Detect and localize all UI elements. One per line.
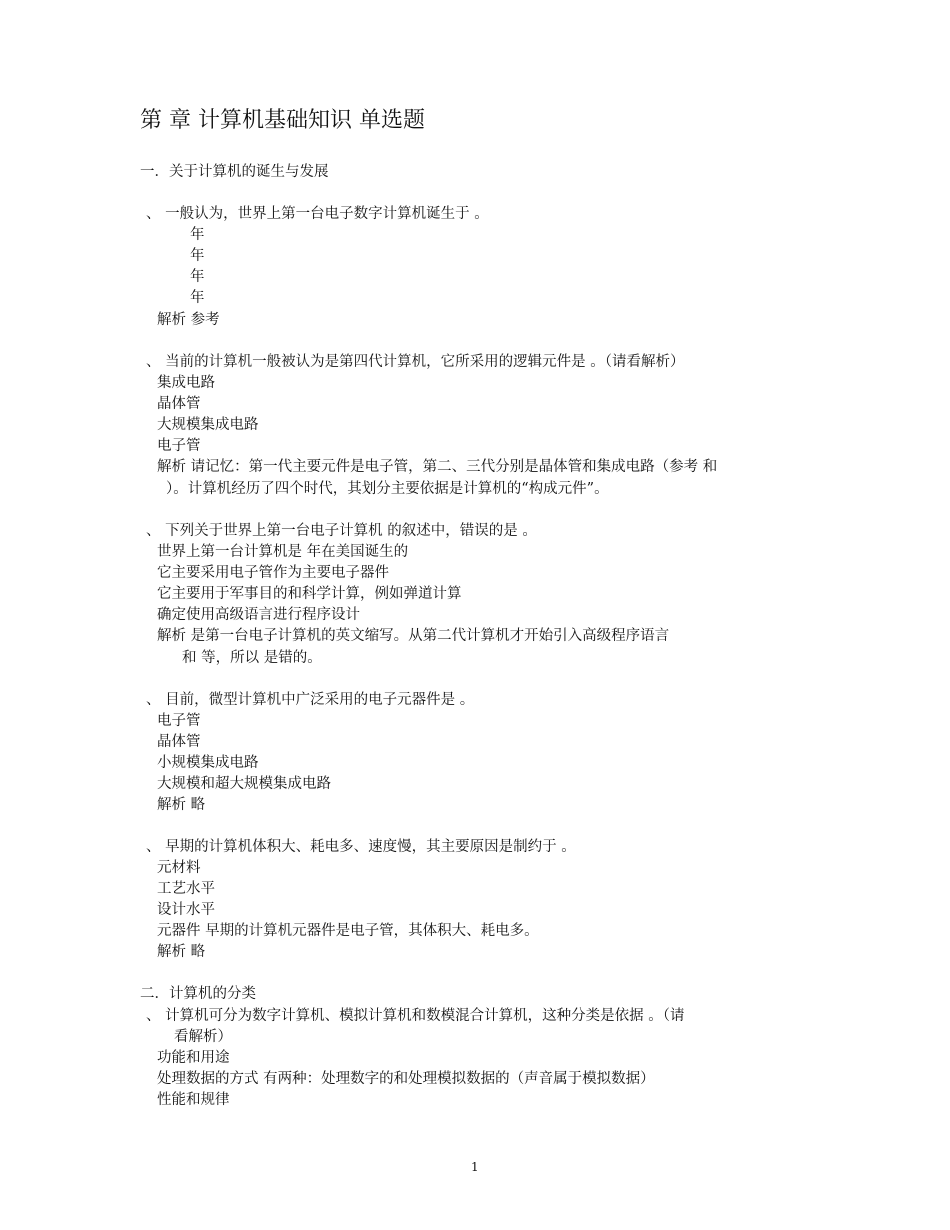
question-stem: 、 当前的计算机一般被认为是第四代计算机，它所采用的逻辑元件是 。（请看解析） [146,354,685,370]
question-stem: 、 早期的计算机体积大、耗电多、速度慢，其主要原因是制约于 。 [146,839,576,855]
question-option: 元器件 早期的计算机元器件是电子管，其体积大、耗电多。 [157,923,539,939]
question-option: 电子管 [157,713,201,729]
question-stem: 、 计算机可分为数字计算机、模拟计算机和数模混合计算机，这种分类是依据 。（请 [146,1008,685,1024]
question-option: 处理数据的方式 有两种：处理数字的和处理模拟数据的（声音属于模拟数据） [157,1071,655,1087]
question-option: 性能和规律 [157,1092,230,1108]
question-option: 设计水平 [157,902,215,918]
question-option: 晶体管 [157,396,201,412]
question-option: 年 [190,269,205,285]
question-option: 年 [190,227,205,243]
question-option: 电子管 [157,438,201,454]
question-analysis: 解析 是第一台电子计算机的英文缩写。从第二代计算机才开始引入高级程序语言 [157,628,670,644]
page-title: 第 章 计算机基础知识 单选题 [140,108,425,133]
question-analysis: ）。计算机经历了四个时代，其划分主要依据是计算机的“构成元件”。 [166,481,609,497]
question-analysis: 解析 略 [157,797,206,813]
section-heading: 二．计算机的分类 [140,986,256,1002]
question-stem: 、 下列关于世界上第一台电子计算机 的叙述中，错误的是 。 [146,523,537,539]
question-option: 大规模和超大规模集成电路 [157,776,331,792]
question-stem: 、 一般认为，世界上第一台电子数字计算机诞生于 。 [146,206,489,222]
question-option: 大规模集成电路 [157,417,259,433]
question-analysis: 解析 请记忆：第一代主要元件是电子管，第二、三代分别是晶体管和集成电路（参考 和 [157,459,718,475]
question-option: 世界上第一台计算机是 年在美国诞生的 [157,544,409,560]
question-option: 晶体管 [157,734,201,750]
question-option: 小规模集成电路 [157,755,259,771]
question-analysis: 和 等，所以 是错的。 [182,650,322,666]
page-number: 1 [471,1160,479,1174]
question-stem: 、 目前，微型计算机中广泛采用的电子元器件是 。 [146,692,475,708]
question-option: 年 [190,290,205,306]
question-option: 它主要采用电子管作为主要电子器件 [157,565,389,581]
question-analysis: 解析 略 [157,944,206,960]
question-option: 工艺水平 [157,881,215,897]
question-option: 集成电路 [157,375,215,391]
question-option: 元材料 [157,860,201,876]
section-heading: 一．关于计算机的诞生与发展 [140,164,329,180]
question-analysis: 解析 参考 [157,312,220,328]
question-option: 它主要用于军事目的和科学计算，例如弹道计算 [157,586,462,602]
question-stem: 看解析） [174,1029,232,1045]
question-option: 确定使用高级语言进行程序设计 [157,607,360,623]
question-option: 功能和用途 [157,1050,230,1066]
question-option: 年 [190,248,205,264]
